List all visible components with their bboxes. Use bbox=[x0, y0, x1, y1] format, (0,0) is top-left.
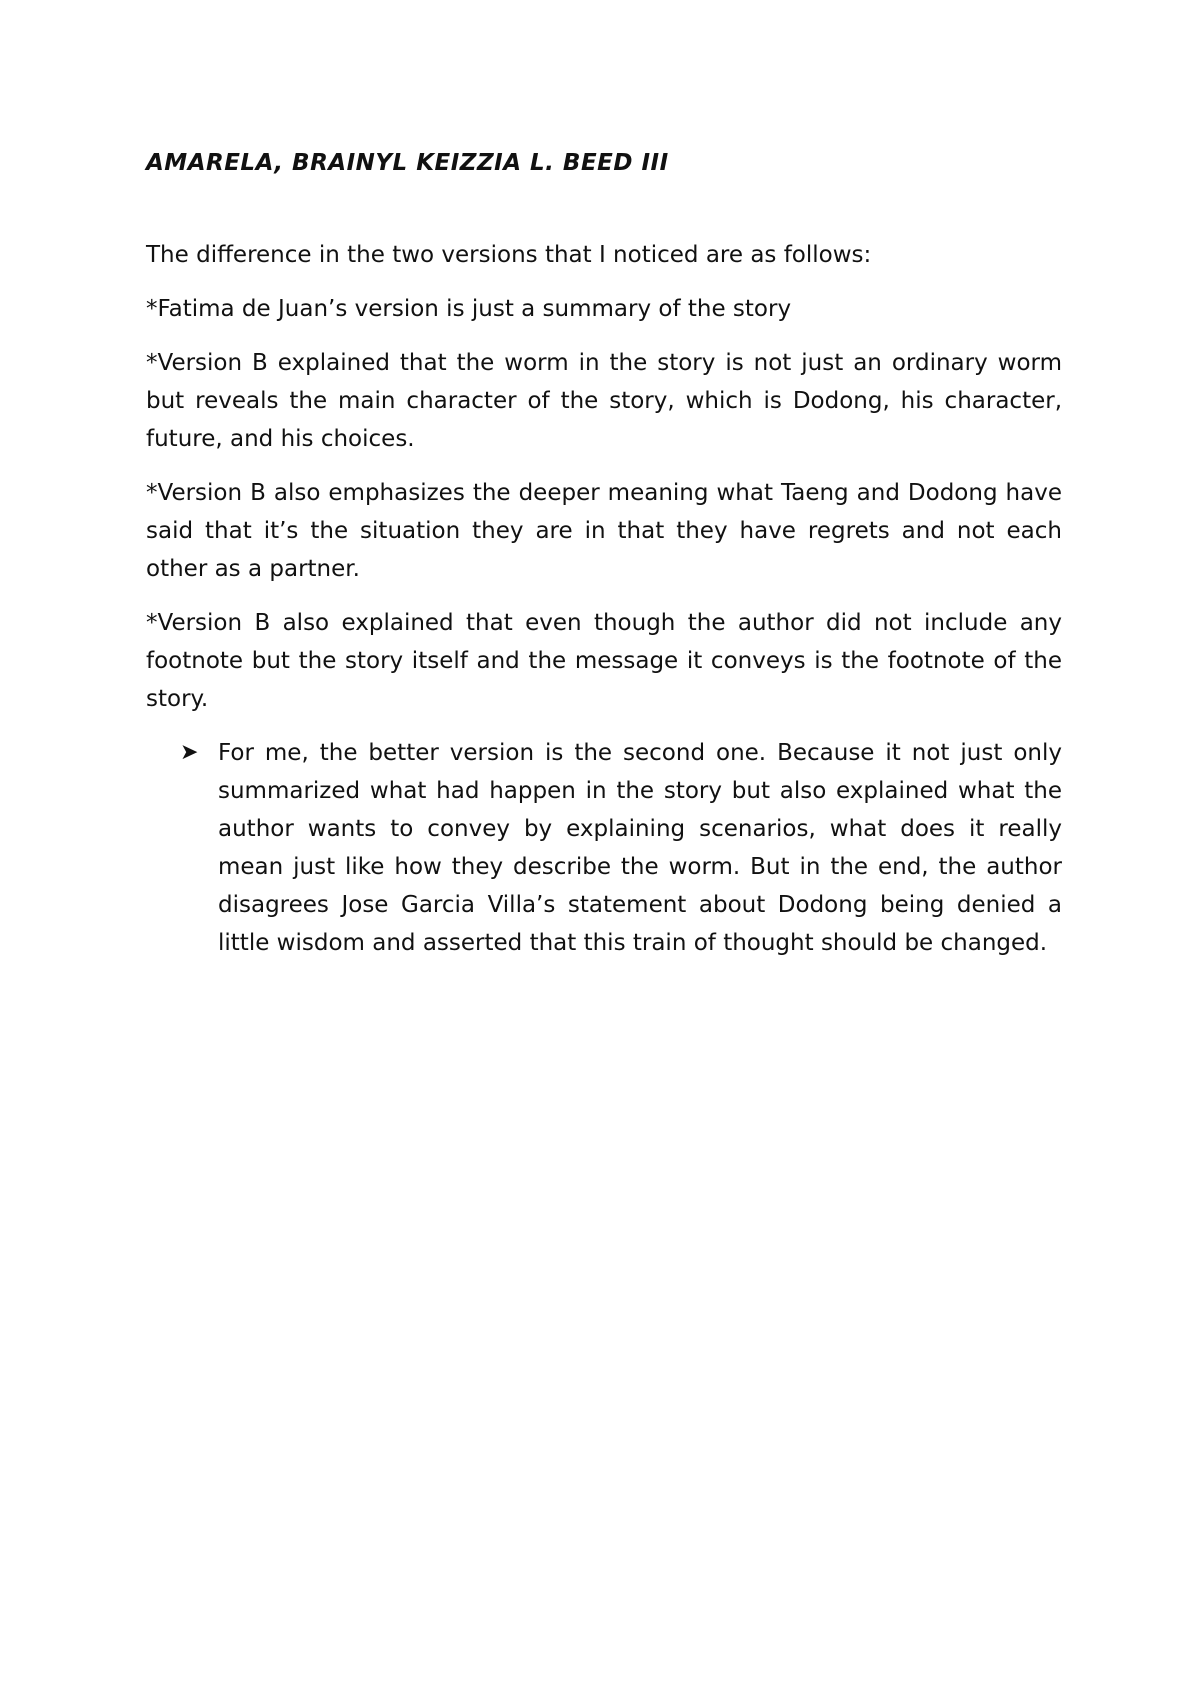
difference-item-4: *Version B also explained that even though the author did not include any footnote but the story itself and the message it conveys is the footnote of the story. bbox=[146, 610, 1062, 712]
author-heading: AMARELA, BRAINYL KEIZZIA L. BEED III bbox=[146, 150, 669, 176]
difference-item-3: *Version B also emphasizes the deeper meaning what Taeng and Dodong have said that it’s the situation they are in that they have regrets and not each other as a partner. bbox=[146, 480, 1062, 582]
document-body bbox=[146, 146, 1062, 962]
difference-item-1: *Fatima de Juan’s version is just a summary of the story bbox=[146, 296, 792, 322]
intro-paragraph: The difference in the two versions that I noticed are as follows: bbox=[146, 242, 872, 268]
conclusion-item bbox=[180, 734, 1062, 962]
arrowhead-bullet-icon: ➤ bbox=[180, 740, 199, 765]
conclusion-text: For me, the better version is the second one. Because it not just only summarized what had happen in the story but also explained what the author wants to convey by explaining scenarios, what does it really mean just like how they describe the worm. But in the end, the author disagrees Jose Garcia Villa’s statement about Dodong being denied a little wisdom and asserted that this train of thought should be changed. bbox=[218, 740, 1062, 956]
conclusion-list bbox=[146, 734, 1062, 962]
difference-item-2: *Version B explained that the worm in the story is not just an ordinary worm but reveals the main character of the story, which is Dodong, his character, future, and his choices. bbox=[146, 350, 1062, 452]
